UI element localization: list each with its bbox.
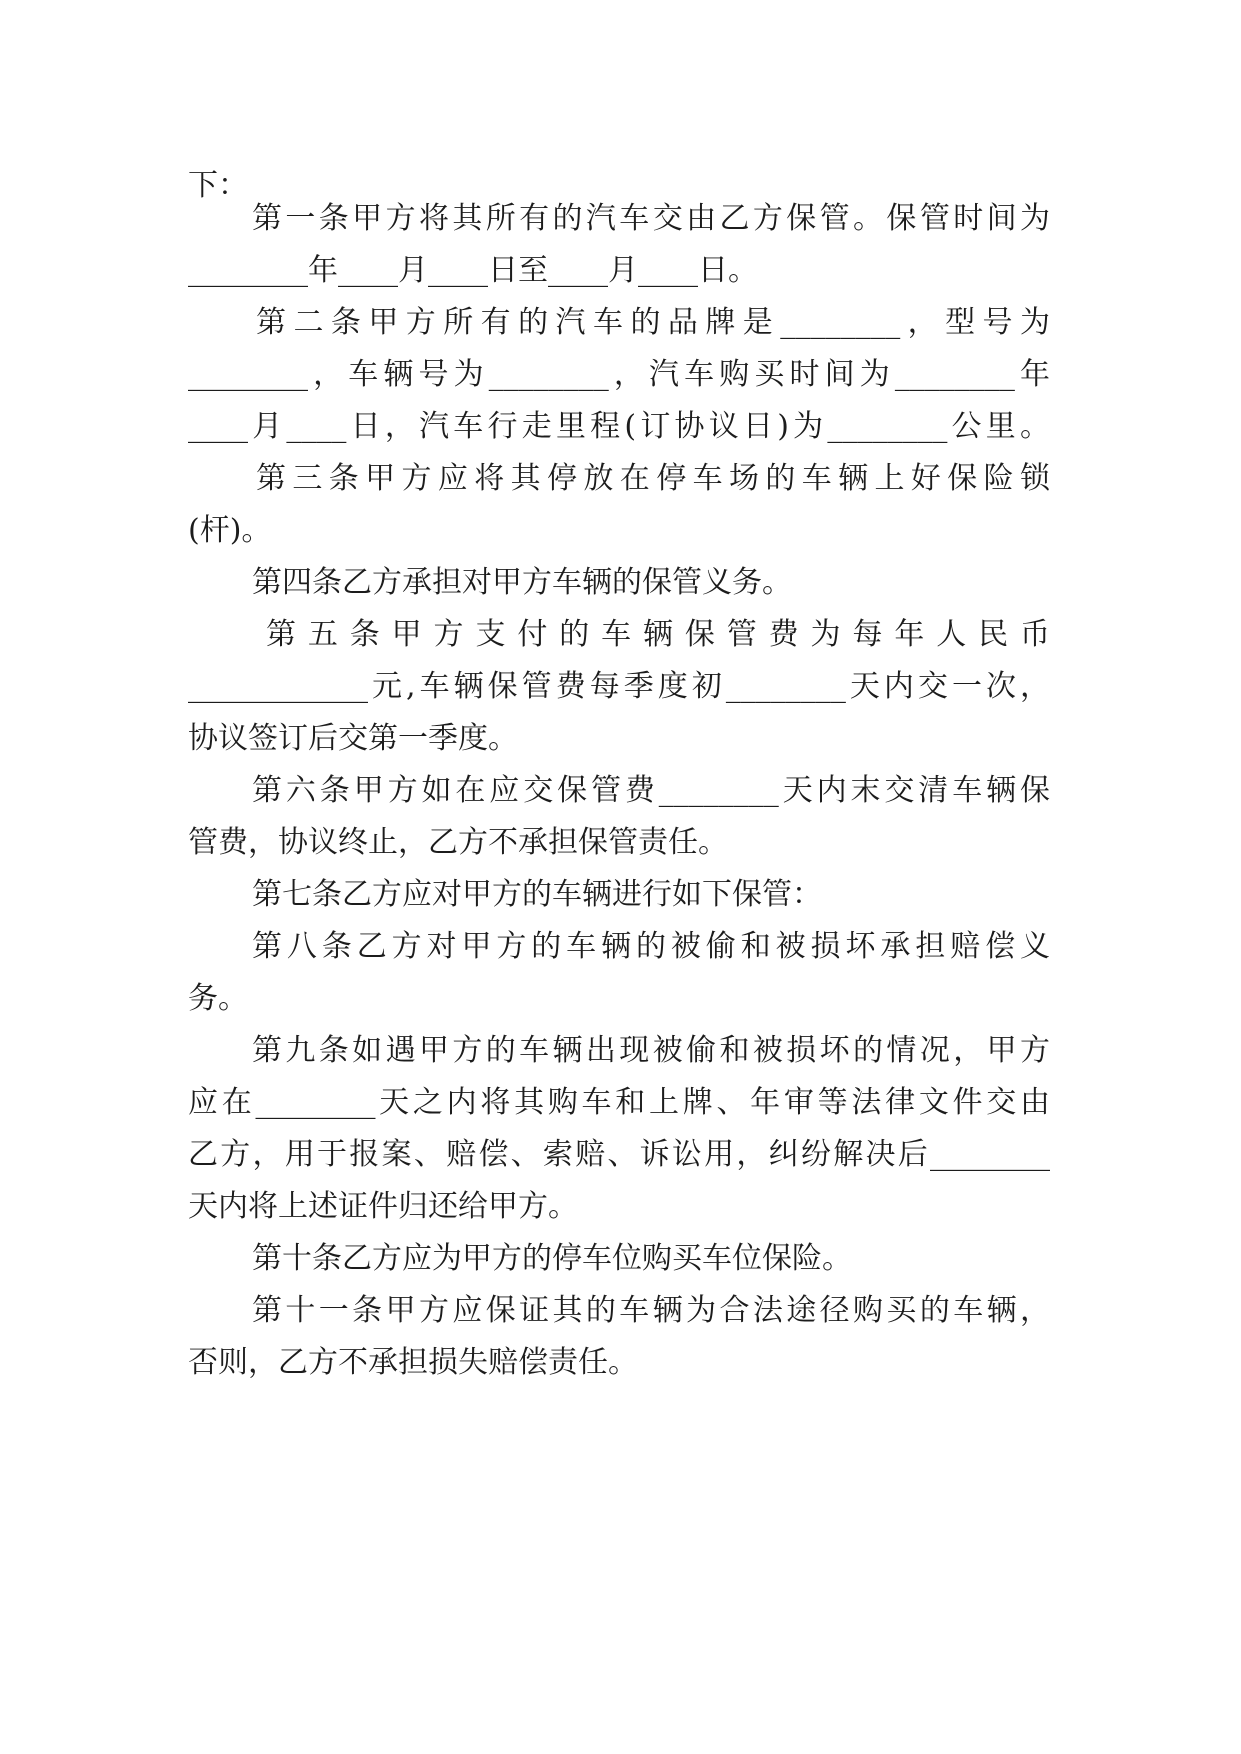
text-line: 应在________天之内将其购车和上牌、年审等法律文件交由 <box>188 1085 1050 1120</box>
text-line: ________，车辆号为________，汽车购买时间为________年 <box>188 357 1050 392</box>
text-line: ________年____月____日至____月____日。 <box>188 253 758 288</box>
article-11-heading: 第十一条甲方应保证其的车辆为合法途径购买的车辆， <box>252 1293 1050 1328</box>
article-8-heading: 第八条乙方对甲方的车辆的被偷和被损坏承担赔偿义 <box>252 929 1050 964</box>
text-line: ____________元,车辆保管费每季度初________天内交一次， <box>188 669 1050 704</box>
article-9-heading: 第九条如遇甲方的车辆出现被偷和被损坏的情况，甲方 <box>252 1033 1050 1068</box>
text-line: 管费，协议终止，乙方不承担保管责任。 <box>188 825 728 860</box>
text-line: 天内将上述证件归还给甲方。 <box>188 1189 578 1224</box>
article-1-heading: 第一条甲方将其所有的汽车交由乙方保管。保管时间为 <box>252 201 1050 236</box>
article-10-heading: 第十条乙方应为甲方的停车位购买车位保险。 <box>252 1241 852 1276</box>
article-2-heading: 第二条甲方所有的汽车的品牌是________，型号为 <box>256 305 1050 340</box>
article-5-heading: 第五条甲方支付的车辆保管费为每年人民币 <box>266 617 1050 652</box>
text-line: 协议签订后交第一季度。 <box>188 721 518 756</box>
text-line: 否则，乙方不承担损失赔偿责任。 <box>188 1345 638 1380</box>
article-7-heading: 第七条乙方应对甲方的车辆进行如下保管： <box>252 877 822 912</box>
text-line: (杆)。 <box>188 513 272 548</box>
text-line: 务。 <box>188 981 248 1016</box>
article-6-heading: 第六条甲方如在应交保管费________天内末交清车辆保 <box>252 773 1050 808</box>
text-line: 乙方，用于报案、赔偿、索赔、诉讼用，纠纷解决后________ <box>188 1137 1050 1172</box>
text-line: ____月____日，汽车行走里程(订协议日)为________公里。 <box>188 409 1050 444</box>
article-3-heading: 第三条甲方应将其停放在停车场的车辆上好保险锁 <box>256 461 1050 496</box>
article-4-heading: 第四条乙方承担对甲方车辆的保管义务。 <box>252 565 792 600</box>
text-line: 下： <box>188 168 248 203</box>
